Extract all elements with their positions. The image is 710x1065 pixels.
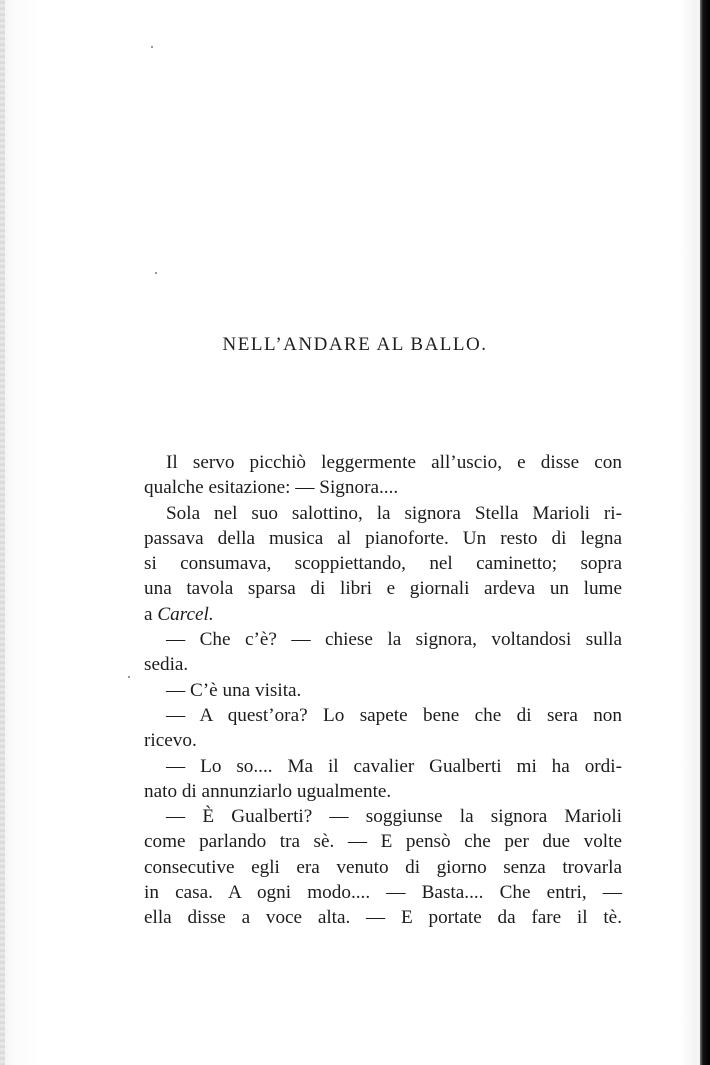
text-line: — C’è una visita. — [166, 679, 302, 701]
text-line: — È Gualberti? — soggiunse la signora Marioli — [166, 806, 622, 828]
page-right-edge — [700, 0, 710, 1065]
paper-speck — [151, 46, 153, 48]
text-line: nato di annunziarlo ugualmente. — [144, 780, 392, 802]
chapter-body — [144, 450, 622, 931]
text-line: qualche esitazione: — Signora.... — [144, 477, 399, 499]
text-line: — A quest’ora? Lo sapete bene che di sera non — [166, 704, 622, 726]
text-line: Il servo picchiò leggermente all’uscio, e disse con — [166, 452, 622, 473]
text-line: in casa. A ogni modo.... — Basta.... Che entri, — — [144, 882, 622, 904]
text-line: — Che c’è? — chiese la signora, voltandosi sulla — [166, 629, 622, 651]
text-line: — Lo so.... Ma il cavalier Gualberti mi ha ordi- — [166, 755, 622, 777]
paper-speck — [128, 676, 130, 678]
text-line: Sola nel suo salottino, la signora Stella Marioli ri- — [166, 502, 622, 524]
text-line: passava della musica al pianoforte. Un resto di legna — [144, 527, 622, 549]
text-line: consecutive egli era venuto di giorno senza trovarla — [144, 856, 622, 878]
chapter-title: NELL’ANDARE AL BALLO. — [222, 334, 488, 355]
text-line: una tavola sparsa di libri e giornali ardeva un lume — [144, 578, 622, 600]
text-line: sedia. — [144, 654, 189, 676]
italic-word: Carcel. — [157, 603, 214, 625]
page-left-edge — [0, 0, 5, 1065]
text-line — [144, 602, 622, 627]
text-fragment: a — [144, 603, 153, 625]
text-line: si consumava, scoppiettando, nel caminetto; sopra — [144, 553, 622, 575]
text-line: ricevo. — [144, 730, 197, 752]
text-line: ella disse a voce alta. — E portate da fare il tè. — [144, 907, 622, 929]
paper-speck — [155, 272, 157, 274]
text-line: come parlando tra sè. — E pensò che per due volte — [144, 831, 622, 853]
